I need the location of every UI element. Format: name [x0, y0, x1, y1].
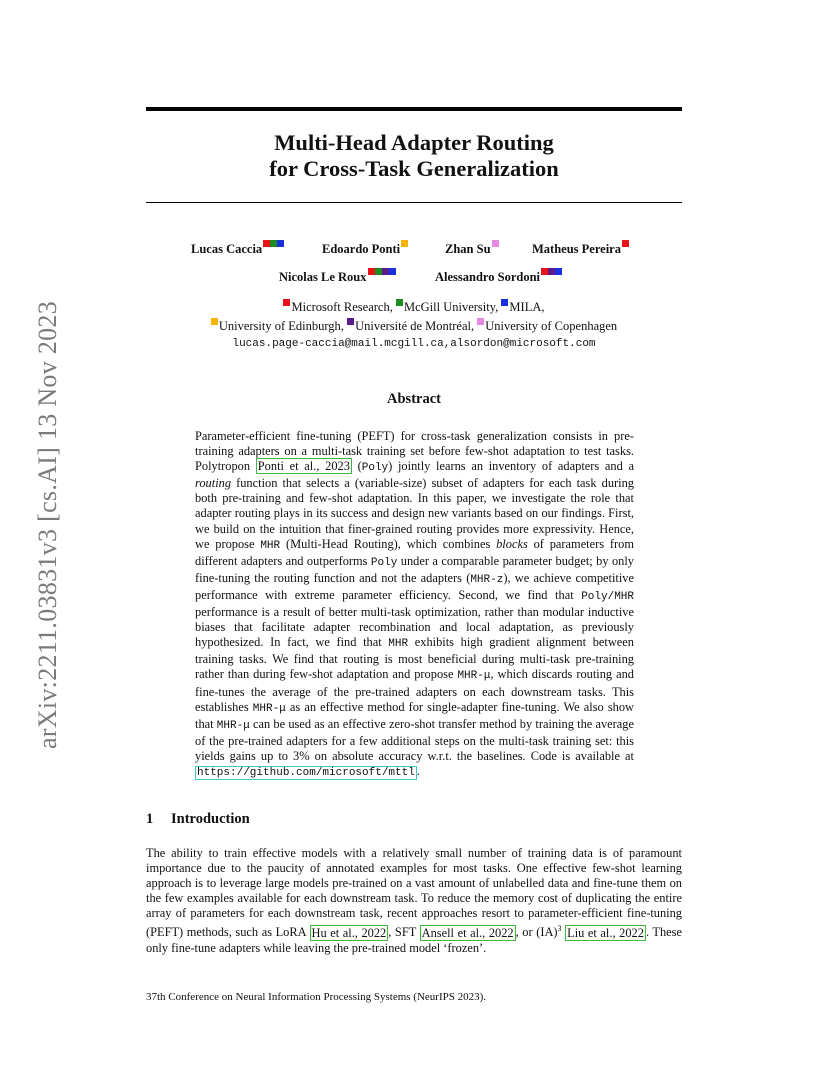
- author-edoardo-ponti: [322, 240, 408, 257]
- copenhagen-marker-icon: [492, 240, 499, 247]
- author-emails: lucas.page-caccia@mail.mcgill.ca,alsordon@microsoft.com: [232, 338, 596, 350]
- code-url-link[interactable]: https://github.com/microsoft/mttl: [197, 766, 415, 779]
- citation-link[interactable]: Hu et al., 2022: [311, 925, 387, 940]
- author-name: Alessandro Sordoni: [435, 270, 541, 284]
- author-name: Nicolas Le Roux: [279, 270, 367, 284]
- affiliation-edinburgh: University of Edinburgh,: [218, 319, 344, 333]
- montreal-marker-icon: [382, 268, 389, 275]
- mcgill-marker-icon: [396, 299, 403, 306]
- affiliations-line-2: [146, 318, 682, 335]
- author-name: Lucas Caccia: [191, 242, 263, 256]
- author-name: Edoardo Ponti: [322, 242, 401, 256]
- copenhagen-marker-icon: [477, 318, 484, 325]
- affiliation-copenhagen: University of Copenhagen: [485, 319, 618, 333]
- mila-marker-icon: [389, 268, 396, 275]
- paper-title: [146, 130, 682, 182]
- section-number: 1: [146, 811, 154, 827]
- conference-footer: 37th Conference on Neural Information Processing Systems (NeurIPS 2023).: [146, 991, 487, 1003]
- mila-marker-icon: [277, 240, 284, 247]
- author-nicolas-le-roux: [279, 268, 396, 285]
- mcgill-marker-icon: [375, 268, 382, 275]
- title-bottom-rule: [146, 202, 682, 203]
- intro-paragraph: The ability to train effective models with a relatively small number of training data is of paramount importance due to the paucity of annotated examples for most tasks. One effective few-shot learning approach is to leverage large models pre-trained on a vast amount of unlabelled data and fine-tune them on the few examples available for each downstream task. To reduce the memory cost of duplicating the entire array of parameters for each downstream task, recent approaches resort to parameter-efficient fine-tuning (PEFT) methods, such as LoRA Hu et al., 2022 , SFT Ansell et al., 2022 , or (IA)$^3$ Liu et al., 2022 . These only fine-tune adapters while leaving the pre-trained model ‘frozen’.: [146, 846, 682, 955]
- affiliations-line-1: [146, 299, 682, 316]
- affiliation-microsoft: Microsoft Research,: [291, 300, 393, 314]
- mila-marker-icon: [501, 299, 508, 306]
- citation-link[interactable]: Liu et al., 2022: [567, 925, 644, 940]
- affiliation-montreal: Université de Montréal,: [355, 319, 475, 333]
- author-name: Matheus Pereira: [532, 242, 621, 256]
- author-alessandro-sordoni: [435, 268, 562, 285]
- affiliation-mila: MILA,: [509, 300, 545, 314]
- edinburgh-marker-icon: [401, 240, 408, 247]
- montreal-marker-icon: [548, 268, 555, 275]
- title-line-1: Multi-Head Adapter Routing: [274, 130, 554, 155]
- ms-marker-icon: [622, 240, 629, 247]
- section-title: Introduction: [171, 811, 250, 827]
- arxiv-stamp: arXiv:2211.03831v3 [cs.AI] 13 Nov 2023: [33, 300, 62, 750]
- ms-marker-icon: [283, 299, 290, 306]
- mila-marker-icon: [555, 268, 562, 275]
- montreal-marker-icon: [347, 318, 354, 325]
- citation-link[interactable]: Ansell et al., 2022: [421, 925, 514, 940]
- author-lucas-caccia: [191, 240, 284, 257]
- abstract-body: Parameter-efficient fine-tuning (PEFT) for cross-task generalization consists in pre-training adapters on a multi-task training set before few-shot adaptation to test tasks. Polytropon Ponti et al., 2023 (Poly) jointly learns an inventory of adapters and a routing function that selects a (variable-size) subset of adapters for each task during both pre-training and few-shot adaptation. In this paper, we investigate the role that adapter routing plays in its success and design new variants based on our findings. First, we build on the intuition that finer-grained routing provides more expressivity. Hence, we propose MHR (Multi-Head Routing), which combines blocks of parameters from different adapters and outperforms Poly under a comparable parameter budget; by only fine-tuning the routing function and not the adapters (MHR-z), we achieve competitive performance with extreme parameter efficiency. Second, we find that Poly/MHR performance is a result of better multi-task optimization, rather than modular inductive biases that facilitate adapter recombination and local adaptation, as previously hypothesized. In fact, we find that MHR exhibits high gradient alignment between training tasks. We find that routing is most beneficial during multi-task pre-training rather than during few-shot adaptation and propose MHR-μ, which discards routing and fine-tunes the average of the pre-trained adapters on each downstream tasks. This establishes MHR-μ as an effective method for single-adapter fine-tuning. We also show that MHR-μ can be used as an effective zero-shot transfer method by training the average of the pre-trained adapters for a few additional steps on the multi-task training set: this yields gains up to 3% on absolute accuracy w.r.t. the baselines. Code is available at https://github.com/microsoft/mttl .: [195, 429, 635, 779]
- title-line-2: for Cross-Task Generalization: [269, 156, 559, 181]
- author-zhan-su: [445, 240, 499, 257]
- title-top-rule: [146, 107, 682, 111]
- author-matheus-pereira: [532, 240, 629, 257]
- ms-marker-icon: [263, 240, 270, 247]
- edinburgh-marker-icon: [211, 318, 218, 325]
- ms-marker-icon: [368, 268, 375, 275]
- abstract-heading: Abstract: [387, 391, 441, 407]
- citation-link[interactable]: Ponti et al., 2023: [257, 459, 350, 474]
- affiliation-mcgill: McGill University,: [403, 300, 499, 314]
- mcgill-marker-icon: [270, 240, 277, 247]
- section-heading: [146, 811, 250, 828]
- author-name: Zhan Su: [445, 242, 491, 256]
- ms-marker-icon: [541, 268, 548, 275]
